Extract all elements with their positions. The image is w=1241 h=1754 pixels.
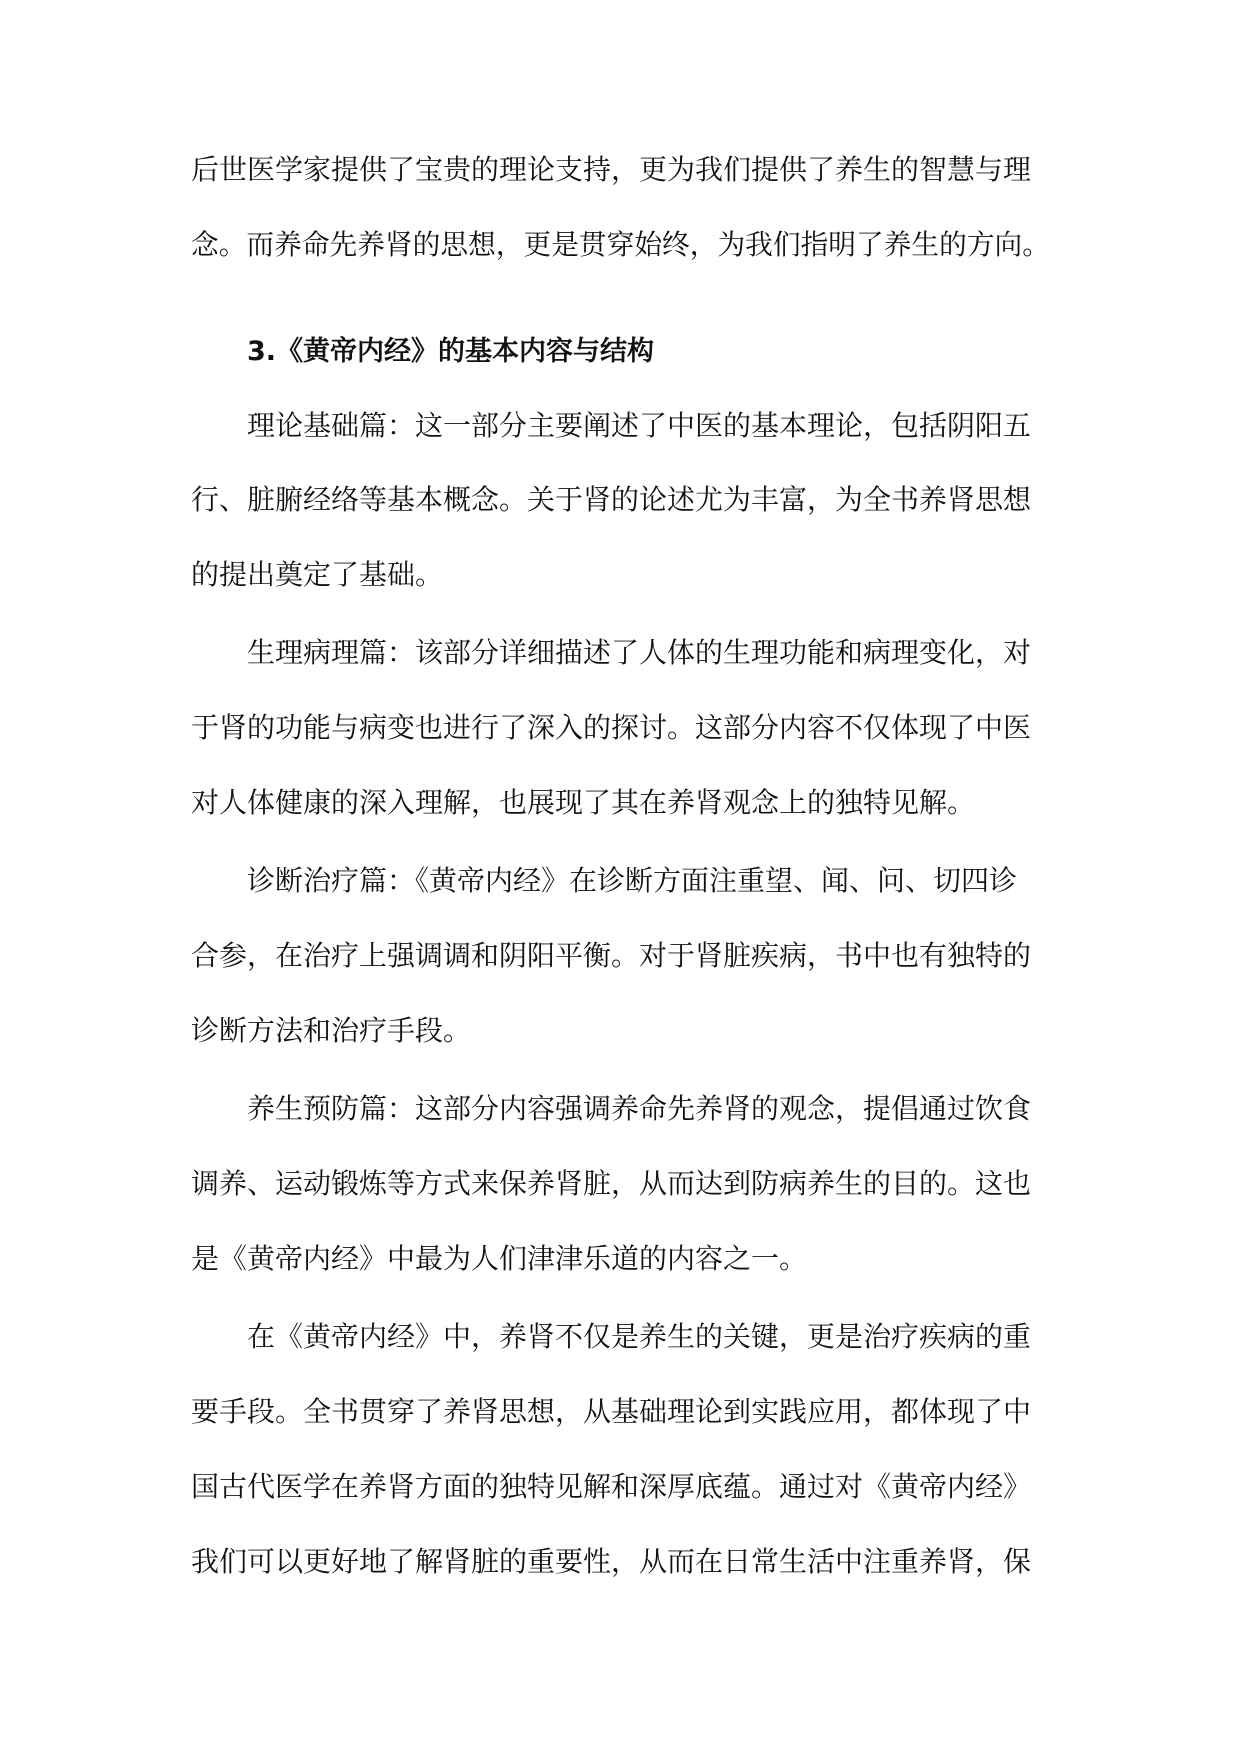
- text-line: 后世医学家提供了宝贵的理论支持，更为我们提供了养生的智慧与理: [191, 153, 1032, 186]
- text-line: 于肾的功能与病变也进行了深入的探讨。这部分内容不仅体现了中医: [191, 711, 1032, 744]
- text-line: 是《黄帝内经》中最为人们津津乐道的内容之一。: [191, 1242, 808, 1275]
- paragraph-start: 在《黄帝内经》中，养肾不仅是养生的关键，更是治疗疾病的重: [247, 1320, 1032, 1353]
- section-heading: 3.《黄帝内经》的基本内容与结构: [247, 336, 655, 367]
- paragraph-start: 养生预防篇：这部分内容强调养命先养肾的观念，提倡通过饮食: [247, 1092, 1032, 1125]
- text-line: 念。而养命先养肾的思想，更是贯穿始终，为我们指明了养生的方向。: [191, 228, 1050, 261]
- text-line: 合参，在治疗上强调调和阴阳平衡。对于肾脏疾病，书中也有独特的: [191, 939, 1032, 972]
- text-line: 行、脏腑经络等基本概念。关于肾的论述尤为丰富，为全书养肾思想: [191, 483, 1032, 516]
- text-line: 对人体健康的深入理解，也展现了其在养肾观念上的独特见解。: [191, 786, 976, 819]
- text-line: 诊断方法和治疗手段。: [191, 1014, 472, 1047]
- paragraph-start: 诊断治疗篇：《黄帝内经》在诊断方面注重望、闻、问、切四诊: [247, 864, 1018, 897]
- paragraph-start: 理论基础篇：这一部分主要阐述了中医的基本理论，包括阴阳五: [247, 409, 1032, 442]
- text-line: 国古代医学在养肾方面的独特见解和深厚底蕴。通过对《黄帝内经》: [191, 1470, 1032, 1503]
- text-line: 调养、运动锻炼等方式来保养肾脏，从而达到防病养生的目的。这也: [191, 1167, 1032, 1200]
- paragraph-start: 生理病理篇：该部分详细描述了人体的生理功能和病理变化，对: [247, 636, 1032, 669]
- text-line: 我们可以更好地了解肾脏的重要性，从而在日常生活中注重养肾，保: [191, 1545, 1032, 1578]
- text-line: 要手段。全书贯穿了养肾思想，从基础理论到实践应用，都体现了中: [191, 1395, 1032, 1428]
- text-line: 的提出奠定了基础。: [191, 558, 444, 591]
